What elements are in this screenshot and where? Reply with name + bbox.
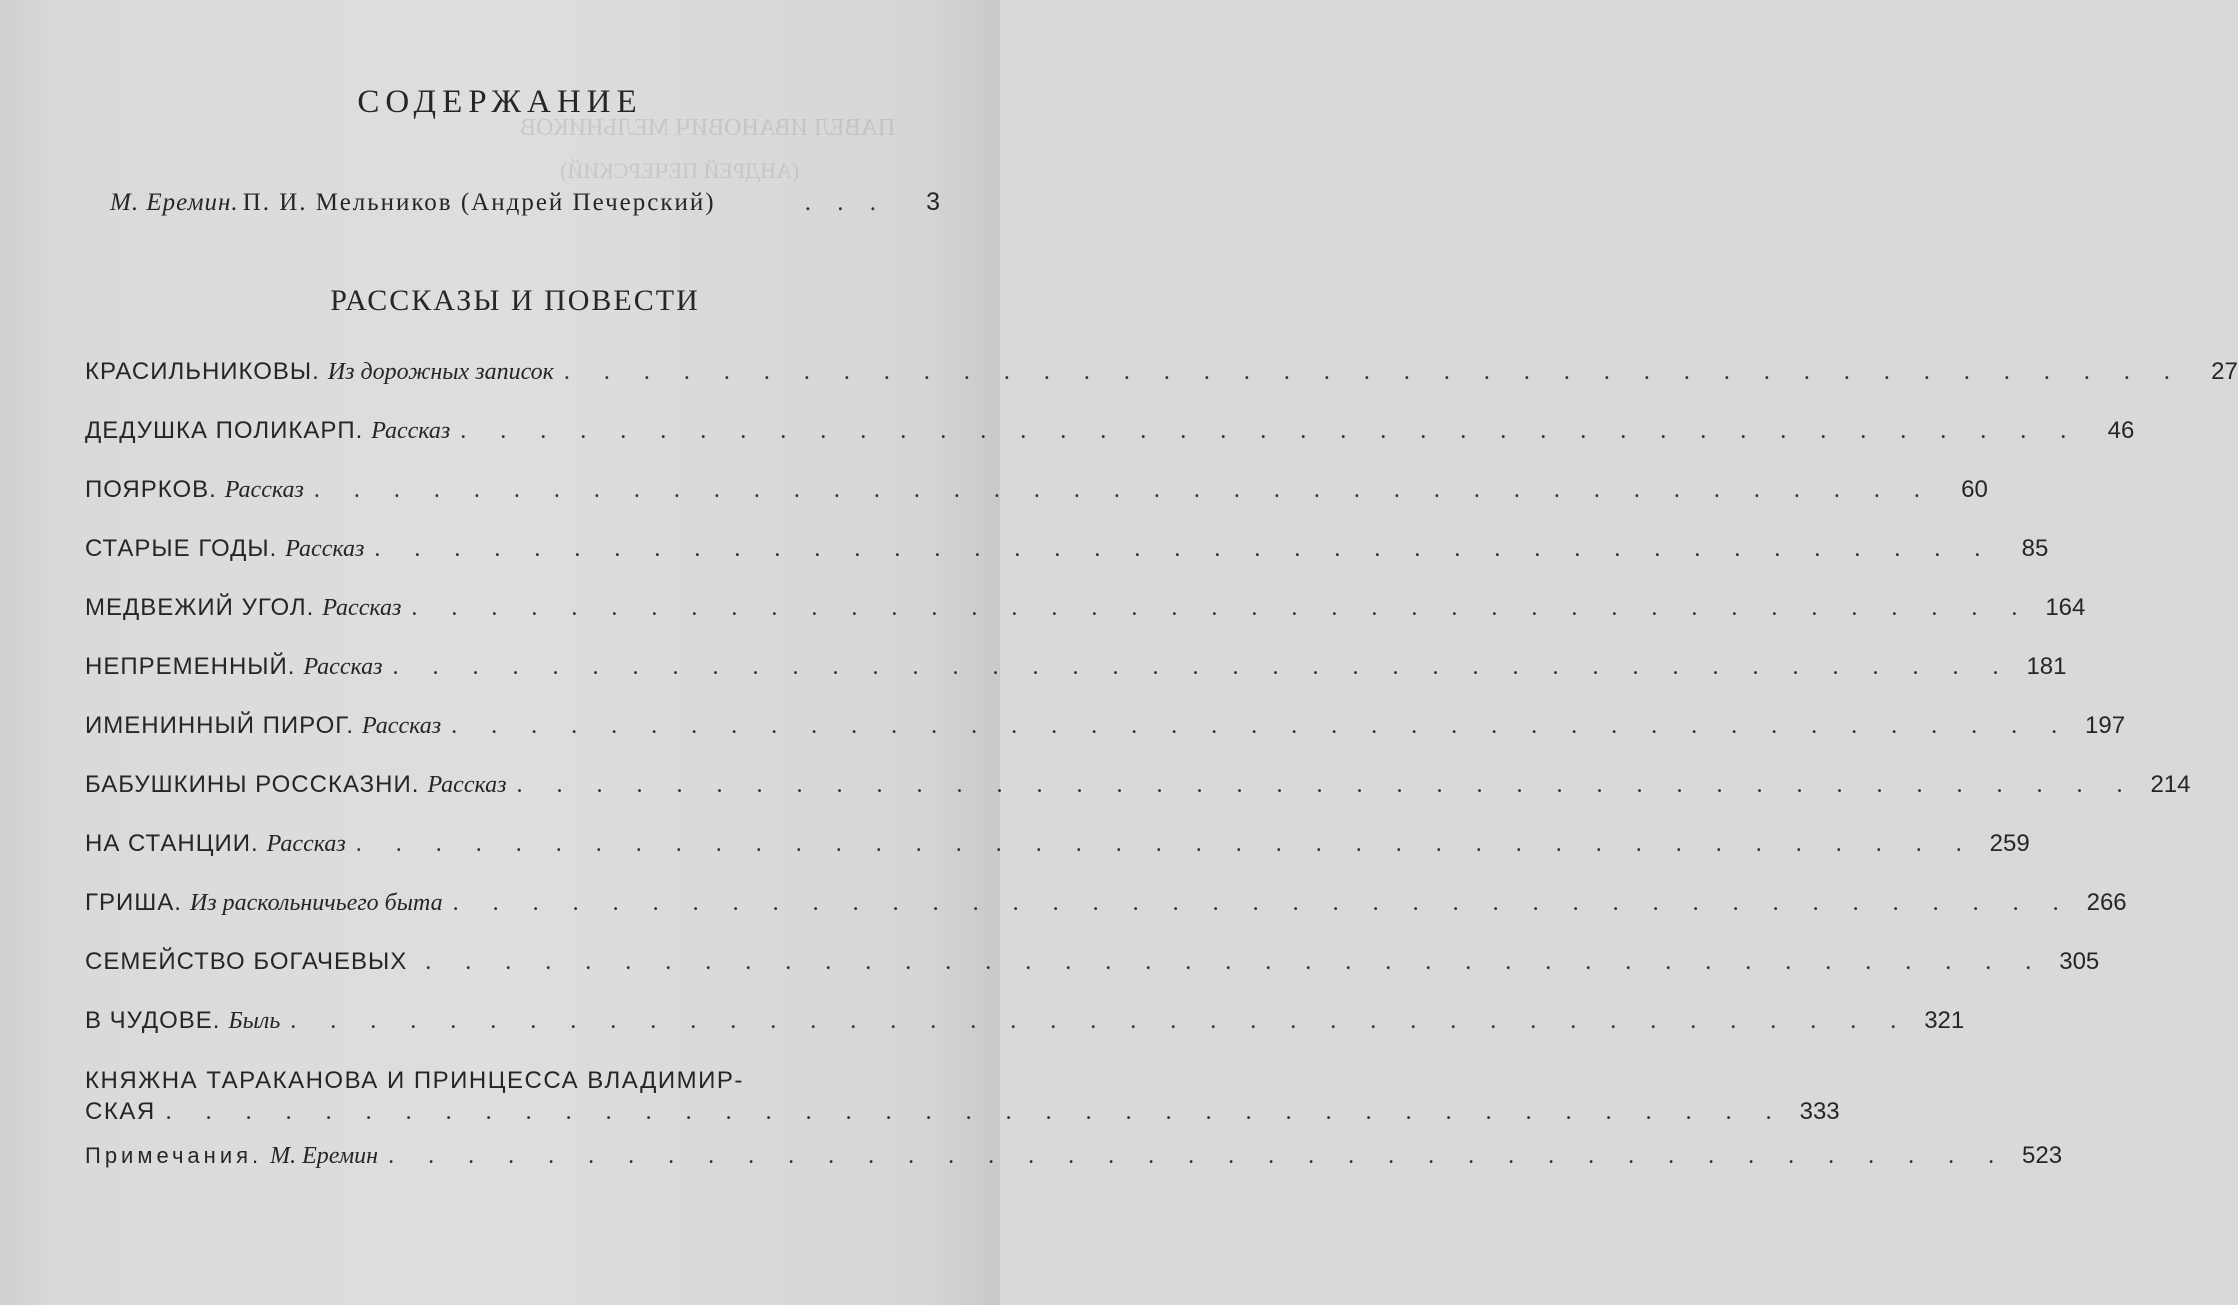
show-through-text: (АНДРЕЙ ПЕЧЕРСКИЙ) bbox=[560, 158, 800, 183]
leader-dots: . . . . . . . . . . . . . . . . . . . . . . . . . . . . . . . . . . . . . . . . . bbox=[165, 1099, 1786, 1125]
page-number: 305 bbox=[2059, 948, 2100, 975]
entry-title: В ЧУДОВЕ. bbox=[85, 1007, 221, 1034]
page-number: 181 bbox=[2026, 653, 2067, 680]
leader-dots: . . . . . . . . . . . . . . . . . . . . . . . . . . . . . . . . . . . . . . . . . bbox=[460, 418, 2081, 444]
entry-title: МЕДВЕЖИЙ УГОЛ. bbox=[85, 594, 315, 621]
entry-genre: Рассказ bbox=[427, 772, 507, 798]
leader-dots: . . . . . . . . . . . . . . . . . . . . . . . . . . . . . . . . . . . . . . . . . bbox=[516, 772, 2137, 798]
entry-genre: Рассказ bbox=[224, 477, 304, 503]
entry-title: СЕМЕЙСТВО БОГАЧЕВЫХ bbox=[85, 948, 408, 975]
entry-title: НА СТАНЦИИ. bbox=[85, 830, 259, 857]
intro-entry bbox=[110, 188, 940, 217]
page-number: 321 bbox=[1924, 1007, 1965, 1034]
entry-title: БАБУШКИНЫ РОССКАЗНИ. bbox=[85, 771, 420, 798]
entry-genre: Рассказ bbox=[285, 536, 365, 562]
leader-dots: . . . bbox=[804, 189, 886, 216]
page-number: 3 bbox=[926, 188, 940, 216]
toc-entry bbox=[85, 358, 2238, 417]
leader-dots: . . . . . . . . . . . . . . . . . . . . . . . . . . . . . . . . . . . . . . . . . bbox=[313, 477, 1934, 503]
entry-title: НЕПРЕМЕННЫЙ. bbox=[85, 653, 296, 680]
entry-title-line1: КНЯЖНА ТАРАКАНОВА И ПРИНЦЕССА ВЛАДИМИР- bbox=[85, 1067, 744, 1094]
page-title: СОДЕРЖАНИЕ bbox=[357, 84, 643, 120]
toc-entry bbox=[85, 476, 1988, 535]
leader-dots: . . . . . . . . . . . . . . . . . . . . . . . . . . . . . . . . . . . . . . . . . bbox=[411, 595, 2032, 621]
entry-title: КРАСИЛЬНИКОВЫ. bbox=[85, 358, 320, 385]
page-number: 60 bbox=[1961, 476, 1988, 503]
entry-title: ГРИША. bbox=[85, 889, 182, 916]
entry-genre: Рассказ bbox=[266, 831, 346, 857]
entry-title-line2: СКАЯ bbox=[85, 1098, 156, 1125]
show-through-text: ПАВЕЛ ИВАНОВИЧ МЕЛЬНИКОВ bbox=[520, 115, 896, 141]
page-number: 164 bbox=[2045, 594, 2086, 621]
toc-entry bbox=[85, 712, 2126, 771]
entry-title: ИМЕНИННЫЙ ПИРОГ. bbox=[85, 712, 355, 739]
table-of-contents bbox=[85, 358, 2238, 1201]
toc-entry bbox=[85, 948, 2100, 1007]
page-number: 523 bbox=[2022, 1142, 2063, 1169]
toc-entry bbox=[85, 1007, 1965, 1066]
leader-dots: . . . . . . . . . . . . . . . . . . . . . . . . . . . . . . . . . . . . . . . . . bbox=[451, 713, 2072, 739]
toc-entry bbox=[85, 653, 2067, 712]
toc-entry bbox=[85, 830, 2030, 889]
page-number: 197 bbox=[2085, 712, 2126, 739]
entry-genre: Быль bbox=[228, 1008, 281, 1034]
toc-entry bbox=[85, 771, 2191, 830]
leader-dots: . . . . . . . . . . . . . . . . . . . . . . . . . . . . . . . . . . . . . . . . . bbox=[425, 949, 2046, 975]
entry-title: ДЕДУШКА ПОЛИКАРП. bbox=[85, 417, 364, 444]
entry-genre: Рассказ bbox=[371, 418, 451, 444]
leader-dots: . . . . . . . . . . . . . . . . . . . . . . . . . . . . . . . . . . . . . . . . . bbox=[392, 654, 2013, 680]
toc-entry bbox=[85, 535, 2049, 594]
page-number: 259 bbox=[1989, 830, 2030, 857]
page-number: 85 bbox=[2021, 535, 2049, 562]
leader-dots: . . . . . . . . . . . . . . . . . . . . . . . . . . . . . . . . . . . . . . . . . bbox=[374, 536, 1995, 562]
section-title: РАССКАЗЫ И ПОВЕСТИ bbox=[330, 284, 700, 317]
toc-entry bbox=[85, 417, 2135, 476]
leader-dots: . . . . . . . . . . . . . . . . . . . . . . . . . . . . . . . . . . . . . . . . . bbox=[290, 1008, 1911, 1034]
entry-genre: Рассказ bbox=[303, 654, 383, 680]
notes-entry bbox=[85, 1142, 2063, 1201]
entry-genre: Из раскольничьего быта bbox=[189, 890, 443, 916]
page-number: 333 bbox=[1799, 1098, 1840, 1125]
page-number: 27 bbox=[2211, 358, 2238, 385]
leader-dots: . . . . . . . . . . . . . . . . . . . . . . . . . . . . . . . . . . . . . . . . . bbox=[452, 890, 2073, 916]
entry-genre: Рассказ bbox=[362, 713, 442, 739]
entry-block bbox=[85, 1066, 1840, 1128]
intro-author: М. Еремин. bbox=[110, 189, 239, 216]
toc-entry bbox=[85, 594, 2086, 653]
entry-genre: Из дорожных записок bbox=[327, 359, 554, 385]
entry-title: СТАРЫЕ ГОДЫ. bbox=[85, 535, 278, 562]
entry-title-line2-row bbox=[85, 1096, 1840, 1128]
page-number: 46 bbox=[2107, 417, 2135, 444]
page-number: 266 bbox=[2086, 889, 2127, 916]
entry-genre: Рассказ bbox=[322, 595, 402, 621]
intro-title: П. И. Мельников (Андрей Печерский) bbox=[242, 189, 716, 216]
leader-dots: . . . . . . . . . . . . . . . . . . . . . . . . . . . . . . . . . . . . . . . . . bbox=[355, 831, 1976, 857]
entry-title: ПОЯРКОВ. bbox=[85, 476, 217, 503]
notes-author: М. Еремин bbox=[270, 1143, 379, 1169]
toc-entry bbox=[85, 889, 2127, 948]
page-number: 214 bbox=[2150, 771, 2191, 798]
leader-dots: . . . . . . . . . . . . . . . . . . . . . . . . . . . . . . . . . . . . . . . . . bbox=[563, 359, 2184, 385]
leader-dots: . . . . . . . . . . . . . . . . . . . . . . . . . . . . . . . . . . . . . . . . . bbox=[388, 1143, 2009, 1169]
toc-entry-multiline bbox=[85, 1066, 1840, 1128]
notes-title: Примечания. bbox=[85, 1143, 263, 1168]
